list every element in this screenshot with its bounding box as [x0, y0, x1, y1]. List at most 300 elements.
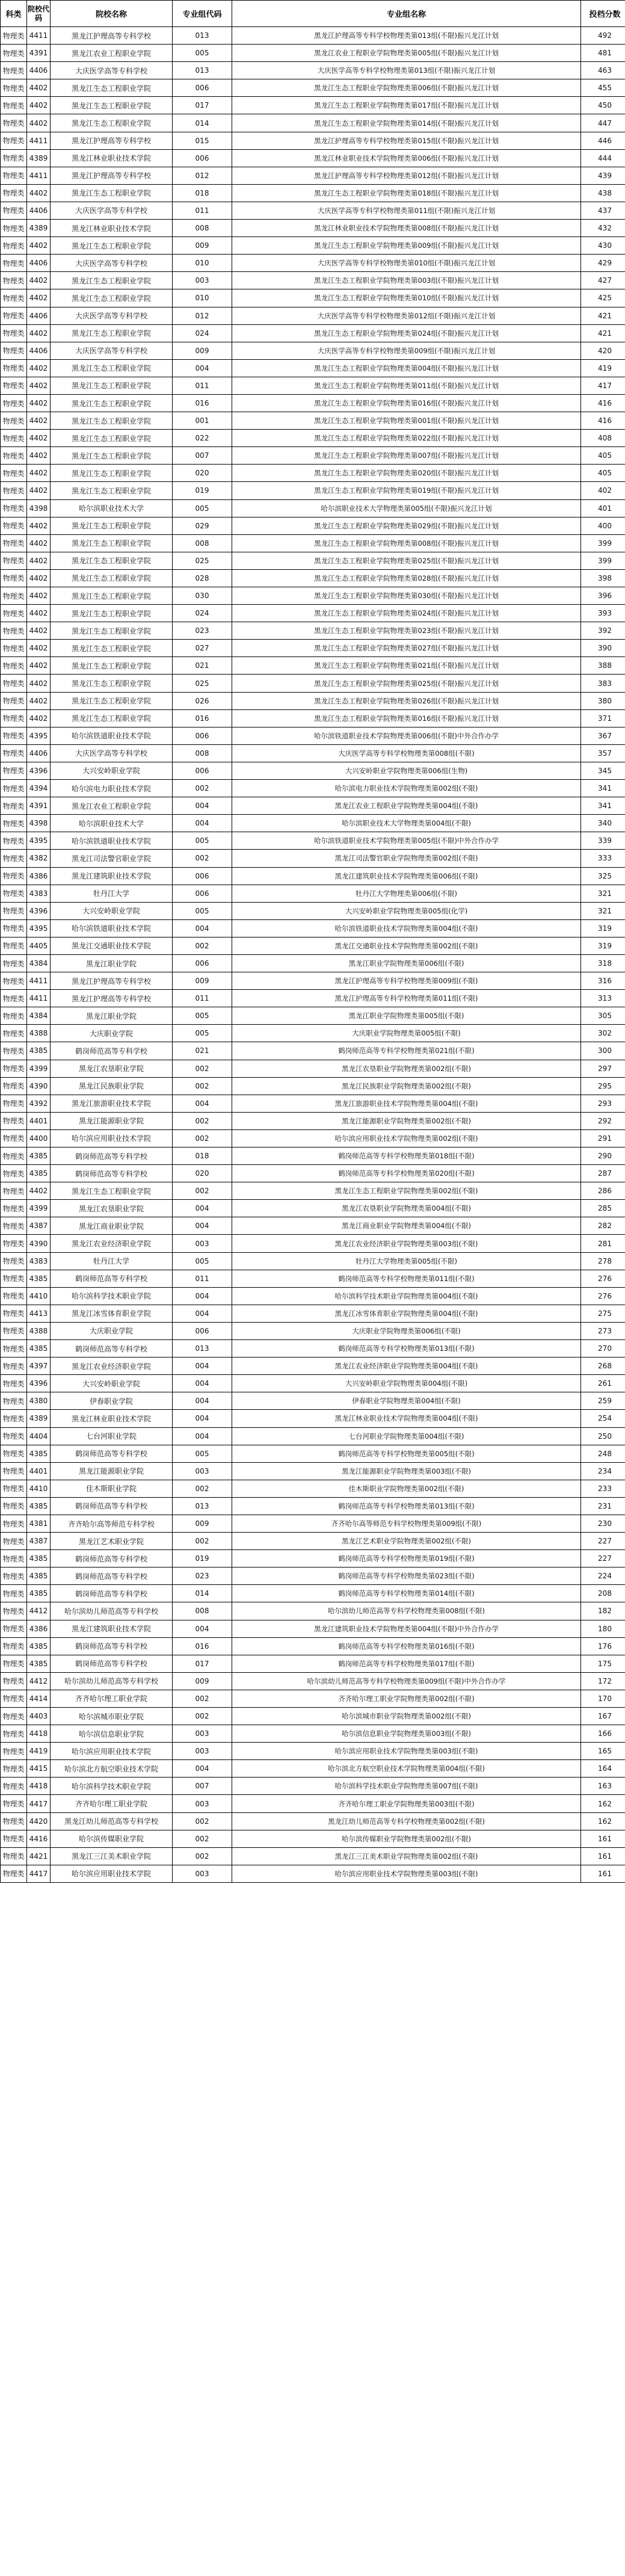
table-row: [1, 1182, 625, 1200]
cell-group-code: 022: [173, 430, 232, 447]
cell-group-code: 012: [173, 167, 232, 184]
cell-school-name: 哈尔滨职业技术大学: [51, 499, 173, 517]
cell-min-score: 421: [581, 307, 625, 324]
cell-group-name: 黑龙江农业经济职业学院物理类第004组(不限): [232, 1357, 581, 1375]
cell-group-name: 黑龙江三江美术职业学院物理类第002组(不限): [232, 1847, 581, 1865]
cell-min-score: 400: [581, 517, 625, 534]
cell-subject: 物理类: [1, 937, 27, 954]
cell-school-code: 4389: [27, 220, 51, 237]
cell-group-name: 黑龙江生态工程职业学院物理类第020组(不限)振兴龙江计划: [232, 465, 581, 482]
cell-subject: 物理类: [1, 569, 27, 587]
table-row: [1, 342, 625, 359]
cell-group-name: 大庆医学高等专科学校物理类第010组(不限)振兴龙江计划: [232, 255, 581, 272]
cell-group-name: 黑龙江生态工程职业学院物理类第030组(不限)振兴龙江计划: [232, 587, 581, 605]
cell-group-code: 013: [173, 1497, 232, 1515]
cell-school-name: 齐齐哈尔理工职业学院: [51, 1795, 173, 1812]
cell-group-code: 007: [173, 447, 232, 465]
table-row: [1, 1743, 625, 1760]
cell-min-score: 345: [581, 762, 625, 779]
table-row: [1, 1620, 625, 1637]
cell-group-code: 003: [173, 1462, 232, 1480]
cell-subject: 物理类: [1, 1725, 27, 1743]
cell-group-code: 004: [173, 797, 232, 815]
cell-subject: 物理类: [1, 709, 27, 727]
cell-subject: 物理类: [1, 1392, 27, 1410]
cell-subject: 物理类: [1, 220, 27, 237]
cell-school-name: 哈尔滨应用职业技术学院: [51, 1865, 173, 1882]
cell-subject: 物理类: [1, 1812, 27, 1830]
cell-school-name: 黑龙江生态工程职业学院: [51, 1182, 173, 1200]
cell-min-score: 340: [581, 815, 625, 832]
table-row: [1, 1427, 625, 1445]
cell-min-score: 405: [581, 447, 625, 465]
cell-school-code: 4413: [27, 1305, 51, 1322]
cell-group-name: 佳木斯职业学院物理类第002组(不限): [232, 1480, 581, 1497]
cell-group-name: 伊春职业学院物理类第004组(不限): [232, 1392, 581, 1410]
cell-subject: 物理类: [1, 885, 27, 902]
table-row: [1, 1865, 625, 1882]
cell-school-name: 黑龙江生态工程职业学院: [51, 289, 173, 307]
cell-group-name: 哈尔滨城市职业学院物理类第002组(不限): [232, 1708, 581, 1725]
cell-min-score: 285: [581, 1200, 625, 1217]
table-row: [1, 447, 625, 465]
cell-subject: 物理类: [1, 79, 27, 97]
cell-school-code: 4401: [27, 1462, 51, 1480]
cell-subject: 物理类: [1, 1270, 27, 1287]
cell-group-name: 黑龙江旅游职业技术学院物理类第004组(不限): [232, 1095, 581, 1112]
cell-group-code: 005: [173, 1252, 232, 1270]
cell-school-code: 4382: [27, 850, 51, 867]
cell-school-name: 哈尔滨职业技术大学: [51, 815, 173, 832]
cell-group-code: 013: [173, 62, 232, 79]
table-row: [1, 1533, 625, 1550]
cell-group-name: 牡丹江大学物理类第005组(不限): [232, 1252, 581, 1270]
cell-min-score: 275: [581, 1305, 625, 1322]
cell-min-score: 282: [581, 1217, 625, 1235]
cell-group-name: 哈尔滨科学技术职业学院物理类第004组(不限): [232, 1287, 581, 1305]
table-row: [1, 1252, 625, 1270]
cell-subject: 物理类: [1, 255, 27, 272]
cell-school-name: 黑龙江建筑职业技术学院: [51, 867, 173, 885]
table-row: [1, 1375, 625, 1392]
cell-min-score: 170: [581, 1690, 625, 1707]
cell-group-name: 黑龙江生态工程职业学院物理类第025组(不限)振兴龙江计划: [232, 552, 581, 569]
cell-group-code: 003: [173, 272, 232, 289]
cell-group-name: 哈尔滨铁道职业技术学院物理类第006组(不限)中外合作办学: [232, 727, 581, 744]
cell-subject: 物理类: [1, 552, 27, 569]
cell-school-code: 4396: [27, 1375, 51, 1392]
cell-subject: 物理类: [1, 815, 27, 832]
cell-school-code: 4384: [27, 1007, 51, 1025]
cell-school-code: 4396: [27, 902, 51, 919]
cell-school-name: 黑龙江农业工程职业学院: [51, 45, 173, 62]
cell-subject: 物理类: [1, 1637, 27, 1655]
cell-school-code: 4385: [27, 1147, 51, 1165]
table-row: [1, 1847, 625, 1865]
cell-min-score: 396: [581, 587, 625, 605]
cell-group-name: 黑龙江生态工程职业学院物理类第002组(不限): [232, 1182, 581, 1200]
cell-subject: 物理类: [1, 307, 27, 324]
table-row: [1, 272, 625, 289]
table-row: [1, 184, 625, 202]
cell-group-code: 005: [173, 1445, 232, 1462]
cell-group-code: 016: [173, 1637, 232, 1655]
table-row: [1, 149, 625, 167]
cell-group-name: 黑龙江生态工程职业学院物理类第011组(不限)振兴龙江计划: [232, 377, 581, 394]
cell-min-score: 390: [581, 640, 625, 657]
cell-group-code: 002: [173, 1182, 232, 1200]
cell-min-score: 408: [581, 430, 625, 447]
table-row: [1, 1322, 625, 1339]
cell-group-name: 黑龙江农业工程职业学院物理类第004组(不限): [232, 797, 581, 815]
cell-min-score: 388: [581, 657, 625, 675]
cell-subject: 物理类: [1, 430, 27, 447]
cell-group-name: 黑龙江冰雪体育职业学院物理类第004组(不限): [232, 1305, 581, 1322]
table-row: [1, 1795, 625, 1812]
cell-subject: 物理类: [1, 972, 27, 990]
cell-group-name: 黑龙江生态工程职业学院物理类第022组(不限)振兴龙江计划: [232, 430, 581, 447]
cell-group-name: 哈尔滨职业技术大学物理类第005组(不限)振兴龙江计划: [232, 499, 581, 517]
cell-subject: 物理类: [1, 237, 27, 255]
cell-school-code: 4384: [27, 954, 51, 972]
cell-school-code: 4399: [27, 1060, 51, 1077]
cell-group-code: 010: [173, 289, 232, 307]
cell-subject: 物理类: [1, 605, 27, 622]
cell-school-code: 4386: [27, 867, 51, 885]
cell-group-code: 016: [173, 709, 232, 727]
cell-group-code: 004: [173, 1427, 232, 1445]
cell-min-score: 227: [581, 1550, 625, 1568]
table-row: [1, 622, 625, 640]
cell-group-code: 011: [173, 990, 232, 1007]
cell-school-name: 黑龙江司法警官职业学院: [51, 850, 173, 867]
table-row: [1, 1147, 625, 1165]
cell-min-score: 446: [581, 132, 625, 149]
cell-group-code: 004: [173, 1095, 232, 1112]
cell-school-name: 黑龙江农垦职业学院: [51, 1200, 173, 1217]
cell-min-score: 425: [581, 289, 625, 307]
cell-min-score: 208: [581, 1585, 625, 1602]
cell-group-name: 鹤岗师范高等专科学校物理类第018组(不限): [232, 1147, 581, 1165]
cell-group-name: 鹤岗师范高等专科学校物理类第021组(不限): [232, 1042, 581, 1060]
cell-group-name: 黑龙江幼儿师范高等专科学校物理类第002组(不限): [232, 1812, 581, 1830]
cell-group-code: 027: [173, 640, 232, 657]
cell-min-score: 161: [581, 1830, 625, 1847]
cell-min-score: 398: [581, 569, 625, 587]
cell-subject: 物理类: [1, 1217, 27, 1235]
cell-group-name: 黑龙江护理高等专科学校物理类第011组(不限): [232, 990, 581, 1007]
table-row: [1, 1042, 625, 1060]
cell-group-name: 黑龙江林业职业技术学院物理类第004组(不限): [232, 1410, 581, 1427]
cell-group-name: 黑龙江建筑职业技术学院物理类第006组(不限): [232, 867, 581, 885]
cell-group-code: 025: [173, 675, 232, 692]
cell-school-name: 哈尔滨传媒职业学院: [51, 1830, 173, 1847]
table-row: [1, 1637, 625, 1655]
cell-group-code: 003: [173, 1725, 232, 1743]
cell-school-code: 4396: [27, 762, 51, 779]
cell-school-name: 黑龙江生态工程职业学院: [51, 640, 173, 657]
cell-subject: 物理类: [1, 1847, 27, 1865]
cell-subject: 物理类: [1, 1515, 27, 1532]
cell-school-name: 黑龙江护理高等专科学校: [51, 27, 173, 45]
cell-school-code: 4418: [27, 1778, 51, 1795]
cell-school-code: 4402: [27, 640, 51, 657]
cell-min-score: 261: [581, 1375, 625, 1392]
cell-school-name: 黑龙江生态工程职业学院: [51, 237, 173, 255]
cell-group-code: 021: [173, 1042, 232, 1060]
cell-min-score: 416: [581, 394, 625, 412]
cell-min-score: 444: [581, 149, 625, 167]
cell-school-name: 大庆职业学院: [51, 1322, 173, 1339]
table-row: [1, 954, 625, 972]
cell-subject: 物理类: [1, 202, 27, 219]
cell-school-code: 4411: [27, 990, 51, 1007]
cell-group-code: 002: [173, 1533, 232, 1550]
header-min-score: 投档分数: [581, 1, 625, 27]
cell-group-name: 黑龙江生态工程职业学院物理类第004组(不限)振兴龙江计划: [232, 359, 581, 377]
cell-school-name: 哈尔滨信息职业学院: [51, 1725, 173, 1743]
cell-group-name: 黑龙江职业学院物理类第005组(不限): [232, 1007, 581, 1025]
cell-school-code: 4402: [27, 359, 51, 377]
cell-group-name: 鹤岗师范高等专科学校物理类第019组(不限): [232, 1550, 581, 1568]
cell-group-name: 大庆医学高等专科学校物理类第013组(不限)振兴龙江计划: [232, 62, 581, 79]
table-row: [1, 1760, 625, 1778]
cell-group-code: 017: [173, 1655, 232, 1672]
cell-school-name: 黑龙江生态工程职业学院: [51, 465, 173, 482]
cell-school-code: 4412: [27, 1672, 51, 1690]
cell-group-name: 大庆医学高等专科学校物理类第009组(不限)振兴龙江计划: [232, 342, 581, 359]
cell-group-name: 哈尔滨应用职业技术学院物理类第002组(不限): [232, 1129, 581, 1147]
cell-school-name: 牡丹江大学: [51, 885, 173, 902]
cell-group-name: 黑龙江护理高等专科学校物理类第009组(不限): [232, 972, 581, 990]
cell-school-code: 4418: [27, 1725, 51, 1743]
cell-school-code: 4385: [27, 1497, 51, 1515]
cell-subject: 物理类: [1, 1427, 27, 1445]
cell-school-name: 鹤岗师范高等专科学校: [51, 1637, 173, 1655]
cell-subject: 物理类: [1, 1060, 27, 1077]
cell-min-score: 270: [581, 1340, 625, 1357]
cell-subject: 物理类: [1, 465, 27, 482]
cell-min-score: 293: [581, 1095, 625, 1112]
cell-subject: 物理类: [1, 1147, 27, 1165]
cell-min-score: 321: [581, 885, 625, 902]
table-row: [1, 675, 625, 692]
cell-school-code: 4411: [27, 132, 51, 149]
cell-subject: 物理类: [1, 657, 27, 675]
cell-group-code: 013: [173, 27, 232, 45]
table-row: [1, 1550, 625, 1568]
cell-school-code: 4410: [27, 1287, 51, 1305]
cell-min-score: 276: [581, 1287, 625, 1305]
cell-school-code: 4389: [27, 1410, 51, 1427]
cell-group-code: 004: [173, 1217, 232, 1235]
cell-subject: 物理类: [1, 45, 27, 62]
cell-min-score: 401: [581, 499, 625, 517]
cell-school-code: 4402: [27, 605, 51, 622]
header-school-code: 院校代码: [27, 1, 51, 27]
cell-min-score: 419: [581, 359, 625, 377]
cell-group-code: 019: [173, 482, 232, 499]
cell-group-name: 黑龙江交通职业技术学院物理类第002组(不限): [232, 937, 581, 954]
table-row: [1, 482, 625, 499]
cell-group-name: 黑龙江司法警官职业学院物理类第002组(不限): [232, 850, 581, 867]
table-row: [1, 1672, 625, 1690]
cell-group-name: 黑龙江生态工程职业学院物理类第029组(不限)振兴龙江计划: [232, 517, 581, 534]
cell-subject: 物理类: [1, 1322, 27, 1339]
table-row: [1, 990, 625, 1007]
table-row: [1, 1830, 625, 1847]
cell-school-name: 哈尔滨北方航空职业技术学院: [51, 1760, 173, 1778]
cell-group-code: 002: [173, 1708, 232, 1725]
cell-subject: 物理类: [1, 184, 27, 202]
cell-min-score: 302: [581, 1025, 625, 1042]
table-row: [1, 902, 625, 919]
cell-school-name: 黑龙江商业职业学院: [51, 1217, 173, 1235]
cell-group-code: 012: [173, 307, 232, 324]
table-row: [1, 499, 625, 517]
cell-school-code: 4404: [27, 1427, 51, 1445]
cell-school-code: 4402: [27, 534, 51, 552]
cell-subject: 物理类: [1, 1129, 27, 1147]
table-row: [1, 517, 625, 534]
cell-group-name: 黑龙江生态工程职业学院物理类第010组(不限)振兴龙江计划: [232, 289, 581, 307]
cell-school-name: 黑龙江民族职业学院: [51, 1077, 173, 1095]
cell-min-score: 371: [581, 709, 625, 727]
table-row: [1, 1165, 625, 1182]
cell-school-name: 哈尔滨应用职业技术学院: [51, 1743, 173, 1760]
cell-group-name: 黑龙江能源职业学院物理类第003组(不限): [232, 1462, 581, 1480]
cell-group-name: 鹤岗师范高等专科学校物理类第014组(不限): [232, 1585, 581, 1602]
cell-subject: 物理类: [1, 1025, 27, 1042]
cell-group-name: 齐齐哈尔高等师范专科学校物理类第009组(不限): [232, 1515, 581, 1532]
cell-subject: 物理类: [1, 919, 27, 937]
cell-school-code: 4385: [27, 1270, 51, 1287]
cell-group-name: 黑龙江生态工程职业学院物理类第006组(不限)振兴龙江计划: [232, 79, 581, 97]
cell-school-code: 4402: [27, 587, 51, 605]
cell-school-name: 黑龙江农业工程职业学院: [51, 797, 173, 815]
cell-min-score: 259: [581, 1392, 625, 1410]
cell-group-name: 黑龙江生态工程职业学院物理类第001组(不限)振兴龙江计划: [232, 412, 581, 430]
cell-school-name: 黑龙江生态工程职业学院: [51, 552, 173, 569]
table-row: [1, 709, 625, 727]
table-row: [1, 202, 625, 219]
cell-group-code: 023: [173, 1568, 232, 1585]
cell-school-code: 4402: [27, 447, 51, 465]
cell-group-name: 大庆职业学院物理类第005组(不限): [232, 1025, 581, 1042]
cell-group-name: 哈尔滨铁道职业技术学院物理类第005组(不限)中外合作办学: [232, 832, 581, 850]
cell-min-score: 224: [581, 1568, 625, 1585]
cell-subject: 物理类: [1, 1672, 27, 1690]
cell-group-name: 黑龙江生态工程职业学院物理类第024组(不限)振兴龙江计划: [232, 605, 581, 622]
cell-school-code: 4401: [27, 1112, 51, 1129]
cell-subject: 物理类: [1, 762, 27, 779]
cell-school-code: 4386: [27, 1620, 51, 1637]
cell-subject: 物理类: [1, 324, 27, 342]
table-row: [1, 1480, 625, 1497]
cell-school-code: 4421: [27, 1847, 51, 1865]
cell-group-code: 006: [173, 762, 232, 779]
cell-school-name: 大庆职业学院: [51, 1025, 173, 1042]
cell-group-code: 016: [173, 394, 232, 412]
cell-subject: 物理类: [1, 1357, 27, 1375]
cell-school-code: 4402: [27, 114, 51, 132]
cell-subject: 物理类: [1, 1480, 27, 1497]
table-row: [1, 1217, 625, 1235]
table-row: [1, 569, 625, 587]
cell-group-code: 009: [173, 972, 232, 990]
cell-min-score: 164: [581, 1760, 625, 1778]
table-row: [1, 1708, 625, 1725]
cell-group-name: 黑龙江职业学院物理类第006组(不限): [232, 954, 581, 972]
cell-group-name: 齐齐哈尔理工职业学院物理类第003组(不限): [232, 1795, 581, 1812]
cell-subject: 物理类: [1, 744, 27, 762]
cell-group-code: 005: [173, 1007, 232, 1025]
cell-min-score: 450: [581, 97, 625, 114]
cell-school-code: 4406: [27, 342, 51, 359]
cell-group-name: 大兴安岭职业学院物理类第006组(生物): [232, 762, 581, 779]
cell-school-name: 鹤岗师范高等专科学校: [51, 1270, 173, 1287]
cell-min-score: 427: [581, 272, 625, 289]
cell-group-code: 002: [173, 1112, 232, 1129]
cell-school-name: 黑龙江林业职业技术学院: [51, 1410, 173, 1427]
cell-subject: 物理类: [1, 692, 27, 709]
cell-group-code: 003: [173, 1865, 232, 1882]
cell-group-name: 黑龙江生态工程职业学院物理类第014组(不限)振兴龙江计划: [232, 114, 581, 132]
table-row: [1, 919, 625, 937]
cell-school-code: 4419: [27, 1743, 51, 1760]
cell-group-name: 大兴安岭职业学院物理类第005组(化学): [232, 902, 581, 919]
cell-min-score: 405: [581, 465, 625, 482]
cell-school-name: 黑龙江生态工程职业学院: [51, 534, 173, 552]
cell-subject: 物理类: [1, 27, 27, 45]
table-row: [1, 1568, 625, 1585]
table-row: [1, 1445, 625, 1462]
cell-school-name: 鹤岗师范高等专科学校: [51, 1165, 173, 1182]
cell-group-code: 005: [173, 499, 232, 517]
cell-min-score: 273: [581, 1322, 625, 1339]
cell-group-name: 鹤岗师范高等专科学校物理类第020组(不限): [232, 1165, 581, 1182]
cell-school-code: 4402: [27, 97, 51, 114]
cell-school-code: 4412: [27, 1602, 51, 1620]
cell-group-code: 004: [173, 1620, 232, 1637]
table-row: [1, 1095, 625, 1112]
cell-subject: 物理类: [1, 447, 27, 465]
cell-subject: 物理类: [1, 517, 27, 534]
cell-school-name: 哈尔滨幼儿师范高等专科学校: [51, 1672, 173, 1690]
cell-school-name: 黑龙江旅游职业技术学院: [51, 1095, 173, 1112]
cell-school-name: 黑龙江生态工程职业学院: [51, 622, 173, 640]
cell-min-score: 233: [581, 1480, 625, 1497]
cell-school-name: 黑龙江交通职业技术学院: [51, 937, 173, 954]
table-row: [1, 220, 625, 237]
cell-group-name: 黑龙江生态工程职业学院物理类第016组(不限)振兴龙江计划: [232, 394, 581, 412]
cell-min-score: 319: [581, 937, 625, 954]
cell-min-score: 250: [581, 1427, 625, 1445]
cell-subject: 物理类: [1, 149, 27, 167]
cell-min-score: 165: [581, 1743, 625, 1760]
cell-group-code: 006: [173, 727, 232, 744]
cell-school-name: 黑龙江生态工程职业学院: [51, 184, 173, 202]
cell-school-name: 鹤岗师范高等专科学校: [51, 1568, 173, 1585]
cell-subject: 物理类: [1, 1743, 27, 1760]
cell-group-name: 大庆医学高等专科学校物理类第008组(不限): [232, 744, 581, 762]
cell-group-code: 008: [173, 744, 232, 762]
cell-group-code: 009: [173, 1672, 232, 1690]
cell-school-code: 4388: [27, 1322, 51, 1339]
table-row: [1, 1112, 625, 1129]
cell-school-code: 4402: [27, 289, 51, 307]
cell-min-score: 380: [581, 692, 625, 709]
